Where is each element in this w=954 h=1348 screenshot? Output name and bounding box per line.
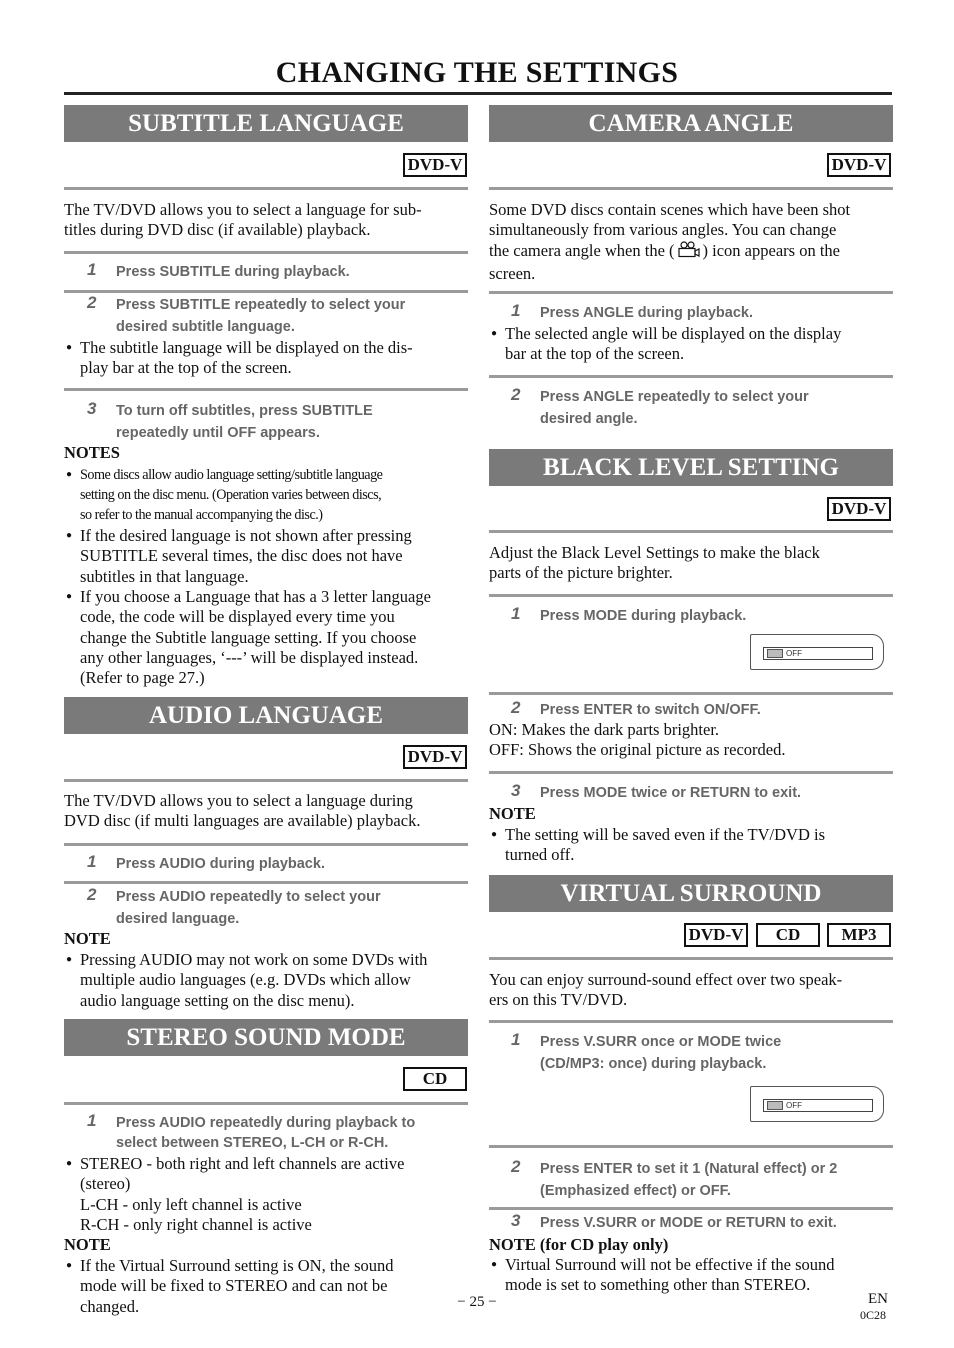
black-note-1: ● The setting will be saved even if the TV/DVD is turned off. bbox=[489, 825, 893, 866]
virtual-step-1: 1 Press V.SURR once or MODE twice (CD/MP3: once) during playback. bbox=[511, 1030, 782, 1072]
dvd-v-badge: DVD-V bbox=[827, 497, 891, 521]
dvd-v-badge: DVD-V bbox=[827, 153, 891, 177]
virtual-surround-heading: VIRTUAL SURROUND bbox=[489, 875, 893, 912]
camera-angle-heading: CAMERA ANGLE bbox=[489, 105, 893, 142]
section-divider bbox=[489, 771, 893, 774]
notes-label: NOTES bbox=[64, 443, 120, 462]
camera-bullet: ● The selected angle will be displayed on the display bar at the top of the screen. bbox=[489, 324, 893, 365]
camera-step-1: 1 Press ANGLE during playback. bbox=[511, 301, 753, 321]
audio-step-2: 2 Press AUDIO repeatedly to select your desired language. bbox=[87, 885, 381, 927]
virtual-step-3: 3 Press V.SURR or MODE or RETURN to exit. bbox=[511, 1211, 837, 1231]
section-divider bbox=[64, 251, 468, 254]
osd-bar bbox=[763, 1099, 873, 1112]
subtitle-bullet: ● The subtitle language will be displayed on the dis- play bar at the top of the screen. bbox=[64, 338, 468, 379]
subtitle-step-3: 3 To turn off subtitles, press SUBTITLE repeatedly until OFF appears. bbox=[87, 399, 373, 441]
virtual-note-1: ● Virtual Surround will not be effective if the sound mode is set to something other than STEREO. bbox=[489, 1255, 893, 1296]
subtitle-note-2: ● If the desired language is not shown after pressing SUBTITLE several times, the disc does not have subtitles in that language. bbox=[64, 526, 468, 587]
osd-bar bbox=[763, 647, 873, 660]
audio-language-heading: AUDIO LANGUAGE bbox=[64, 697, 468, 734]
mp3-badge: MP3 bbox=[827, 923, 891, 947]
audio-step-1: 1 Press AUDIO during playback. bbox=[87, 852, 325, 872]
audio-intro: The TV/DVD allows you to select a language during DVD disc (if multi languages are available) playback. bbox=[64, 791, 421, 831]
cd-badge: CD bbox=[403, 1067, 467, 1091]
black-step-3: 3 Press MODE twice or RETURN to exit. bbox=[511, 781, 802, 801]
audio-note-1: ● Pressing AUDIO may not work on some DVDs with multiple audio languages (e.g. DVDs which allow audio language setting on the disc menu). bbox=[64, 950, 468, 1011]
black-level-osd-display bbox=[750, 634, 884, 670]
section-divider bbox=[489, 291, 893, 294]
black-intro: Adjust the Black Level Settings to make the black parts of the picture brighter. bbox=[489, 543, 820, 583]
section-divider bbox=[489, 692, 893, 695]
subtitle-note-3: ● If you choose a Language that has a 3 letter language code, the code will be displayed every time you change the Subtitle language setting. If you choose any other languages, ‘---’ will be displayed instead. (Refer to page 27.) bbox=[64, 587, 468, 688]
black-on-off-desc: ON: Makes the dark parts brighter. OFF: Shows the original picture as recorded. bbox=[489, 720, 786, 760]
stereo-step-1: 1 Press AUDIO repeatedly during playback to select between STEREO, L-CH or R-CH. bbox=[87, 1111, 416, 1151]
note-label: NOTE bbox=[64, 1235, 111, 1254]
cd-badge: CD bbox=[756, 923, 820, 947]
section-divider bbox=[64, 779, 468, 782]
section-divider bbox=[489, 594, 893, 597]
stereo-bullet: ● STEREO - both right and left channels are active (stereo) L-CH - only left channel is active R-CH - only right channel is active bbox=[64, 1154, 468, 1235]
section-divider bbox=[64, 843, 468, 846]
dvd-v-badge: DVD-V bbox=[403, 745, 467, 769]
subtitle-intro: The TV/DVD allows you to select a language for sub- titles during DVD disc (if available) playback. bbox=[64, 200, 422, 240]
section-divider bbox=[489, 957, 893, 960]
section-divider bbox=[64, 187, 468, 190]
camera-angle-icon bbox=[677, 241, 701, 264]
section-divider bbox=[64, 290, 468, 293]
section-divider bbox=[489, 1207, 893, 1210]
section-divider bbox=[489, 187, 893, 190]
virtual-surround-osd-display bbox=[750, 1086, 884, 1122]
osd-value: OFF bbox=[786, 1101, 802, 1110]
dvd-v-badge: DVD-V bbox=[403, 153, 467, 177]
black-step-2: 2 Press ENTER to switch ON/OFF. bbox=[511, 698, 761, 718]
section-divider bbox=[489, 530, 893, 533]
note-label: NOTE bbox=[64, 929, 111, 948]
note-label: NOTE bbox=[489, 804, 536, 823]
section-divider bbox=[489, 1020, 893, 1023]
subtitle-step-1: 1 Press SUBTITLE during playback. bbox=[87, 260, 350, 280]
section-divider bbox=[489, 375, 893, 378]
document-code: 0C28 bbox=[860, 1308, 887, 1322]
page-title: CHANGING THE SETTINGS bbox=[275, 56, 679, 89]
stereo-note-1: ● If the Virtual Surround setting is ON, the sound mode will be fixed to STEREO and can not be changed. bbox=[64, 1256, 468, 1317]
section-divider bbox=[64, 1102, 468, 1105]
camera-intro: Some DVD discs contain scenes which have been shot simultaneously from various angles. You can change the camera angle when the ( ) icon appears on the screen. bbox=[489, 200, 851, 283]
section-divider bbox=[64, 881, 468, 884]
page-number: − 25 − bbox=[457, 1294, 497, 1310]
note-label: NOTE (for CD play only) bbox=[489, 1235, 669, 1254]
surround-icon bbox=[767, 1101, 783, 1110]
section-divider bbox=[489, 1145, 893, 1148]
black-step-1: 1 Press MODE during playback. bbox=[511, 604, 747, 624]
black-level-setting-heading: BLACK LEVEL SETTING bbox=[489, 449, 893, 486]
section-divider bbox=[64, 388, 468, 391]
virtual-intro: You can enjoy surround-sound effect over two speak- ers on this TV/DVD. bbox=[489, 970, 843, 1010]
title-rule bbox=[64, 92, 892, 95]
dvd-v-badge: DVD-V bbox=[684, 923, 748, 947]
black-level-icon bbox=[767, 649, 783, 658]
virtual-step-2: 2 Press ENTER to set it 1 (Natural effect) or 2 (Emphasized effect) or OFF. bbox=[511, 1157, 838, 1199]
stereo-sound-mode-heading: STEREO SOUND MODE bbox=[64, 1019, 468, 1056]
subtitle-step-2: 2 Press SUBTITLE repeatedly to select your desired subtitle language. bbox=[87, 293, 406, 335]
camera-step-2: 2 Press ANGLE repeatedly to select your desired angle. bbox=[511, 385, 809, 427]
osd-value: OFF bbox=[786, 649, 802, 658]
language-code: EN bbox=[868, 1291, 888, 1307]
subtitle-language-heading: SUBTITLE LANGUAGE bbox=[64, 105, 468, 142]
subtitle-note-1: ● Some discs allow audio language setting/subtitle language setting on the disc menu. (Operation varies between discs, so refer to the manual accompanying the disc.) bbox=[64, 465, 468, 525]
